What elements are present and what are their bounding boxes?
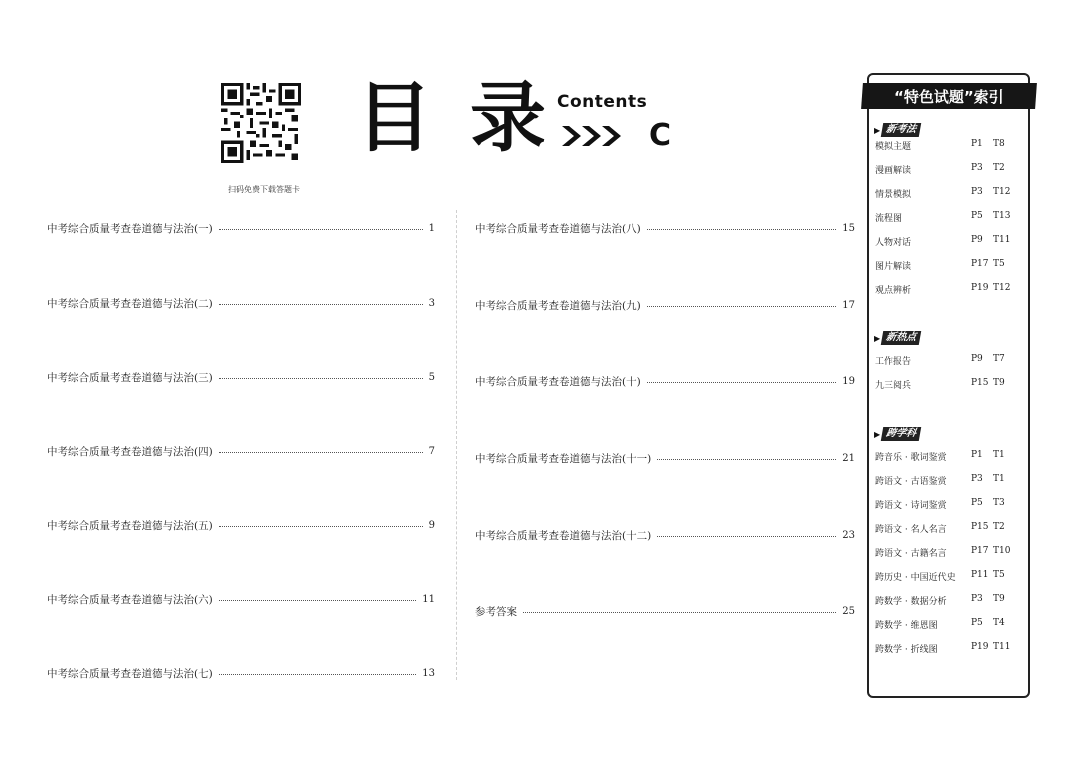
toc-page-number: 11	[422, 594, 435, 605]
toc-title: 中考综合质量考查卷道德与法治(八)	[475, 223, 641, 235]
toc-leader	[219, 229, 423, 230]
toc-page-number: 23	[842, 530, 855, 541]
index-item-label: 人物对话	[875, 238, 912, 248]
index-item-page: P3	[971, 187, 983, 197]
index-item-label: 跨音乐 · 歌词鉴赏	[875, 453, 947, 463]
index-item[interactable]	[875, 235, 1025, 249]
index-item[interactable]	[875, 450, 1025, 464]
toc-leader	[219, 378, 423, 379]
index-item-label: 观点辨析	[875, 286, 912, 296]
index-item-question: T5	[993, 259, 1005, 269]
page-title-char-2: 录	[470, 73, 546, 162]
index-item-page: P17	[971, 546, 989, 556]
toc-row[interactable]	[475, 221, 855, 236]
toc-title: 中考综合质量考查卷道德与法治(五)	[47, 520, 213, 532]
index-item[interactable]	[875, 187, 1025, 201]
index-section-heading	[874, 331, 920, 345]
toc-title: 中考综合质量考查卷道德与法治(二)	[47, 298, 213, 310]
toc-row[interactable]	[475, 451, 855, 466]
toc-leader	[647, 229, 837, 230]
index-section-heading	[874, 427, 920, 441]
toc-leader	[219, 304, 423, 305]
index-item-question: T9	[993, 378, 1005, 388]
index-item-page: P5	[971, 498, 983, 508]
index-item-page: P3	[971, 163, 983, 173]
toc-row[interactable]	[475, 298, 855, 313]
index-item-question: T2	[993, 522, 1005, 532]
toc-leader	[219, 452, 423, 453]
index-item[interactable]	[875, 642, 1025, 656]
index-item-page: P19	[971, 283, 989, 293]
index-item-question: T13	[993, 211, 1011, 221]
index-item-page: P15	[971, 522, 989, 532]
toc-title: 中考综合质量考查卷道德与法治(一)	[47, 223, 213, 235]
index-item-page: P15	[971, 378, 989, 388]
index-item[interactable]	[875, 211, 1025, 225]
toc-leader	[647, 306, 837, 307]
toc-title: 中考综合质量考查卷道德与法治(十)	[475, 376, 641, 388]
toc-title: 中考综合质量考查卷道德与法治(十二)	[475, 530, 652, 542]
triangle-right-icon: ▶	[874, 333, 881, 343]
index-item[interactable]	[875, 163, 1025, 177]
index-item-question: T2	[993, 163, 1005, 173]
qr-code-image	[221, 82, 301, 164]
index-item-question: T1	[993, 450, 1005, 460]
toc-page-number: 9	[428, 520, 435, 531]
index-item[interactable]	[875, 522, 1025, 536]
index-item-page: P19	[971, 642, 989, 652]
toc-row[interactable]	[47, 221, 435, 236]
toc-leader	[219, 600, 417, 601]
index-section-tag: 新热点	[881, 331, 921, 345]
toc-page-number: 17	[842, 300, 855, 311]
qr-caption: 扫码免费下载答题卡	[228, 185, 300, 194]
index-item-page: P1	[971, 139, 983, 149]
index-section-tag: 新考法	[881, 123, 921, 137]
toc-row[interactable]	[47, 518, 435, 533]
index-item-page: P5	[971, 211, 983, 221]
toc-title: 中考综合质量考查卷道德与法治(三)	[47, 372, 213, 384]
index-item-page: P17	[971, 259, 989, 269]
index-item-question: T5	[993, 570, 1005, 580]
index-item-page: P9	[971, 354, 983, 364]
index-item-question: T4	[993, 618, 1005, 628]
index-item[interactable]	[875, 354, 1025, 368]
toc-row[interactable]	[47, 592, 435, 607]
index-item-page: P5	[971, 618, 983, 628]
toc-title: 中考综合质量考查卷道德与法治(十一)	[475, 453, 652, 465]
toc-page-number: 1	[428, 223, 435, 234]
toc-page-number: 5	[428, 372, 435, 383]
toc-title: 中考综合质量考查卷道德与法治(九)	[475, 300, 641, 312]
toc-title: 中考综合质量考查卷道德与法治(六)	[47, 594, 213, 606]
column-divider	[456, 210, 457, 680]
section-letter: C	[649, 118, 672, 153]
index-item-label: 跨语文 · 名人名言	[875, 525, 947, 535]
toc-row[interactable]	[47, 370, 435, 385]
index-panel-title-text: “特色试题”索引	[894, 87, 1004, 106]
index-item-question: T3	[993, 498, 1005, 508]
index-item[interactable]	[875, 570, 1025, 584]
toc-leader	[647, 382, 837, 383]
index-item[interactable]	[875, 259, 1025, 273]
index-item-label: 跨语文 · 诗词鉴赏	[875, 501, 947, 511]
index-item-question: T11	[993, 642, 1011, 652]
index-item-question: T10	[993, 546, 1011, 556]
index-item-question: T8	[993, 139, 1005, 149]
toc-page-number: 21	[842, 453, 855, 464]
index-item[interactable]	[875, 378, 1025, 392]
index-item-label: 漫画解读	[875, 166, 912, 176]
index-item-page: P1	[971, 450, 983, 460]
index-item[interactable]	[875, 283, 1025, 297]
index-item-page: P3	[971, 474, 983, 484]
index-item-label: 模拟主题	[875, 142, 912, 152]
toc-leader	[523, 612, 836, 613]
index-item-label: 图片解读	[875, 262, 912, 272]
index-item[interactable]	[875, 546, 1025, 560]
index-item-label: 九三阅兵	[875, 381, 912, 391]
toc-row[interactable]	[47, 666, 435, 681]
index-item-question: T7	[993, 354, 1005, 364]
index-item-label: 跨语文 · 古语鉴赏	[875, 477, 947, 487]
toc-title: 中考综合质量考查卷道德与法治(七)	[47, 668, 213, 680]
toc-row[interactable]	[475, 374, 855, 389]
toc-row[interactable]	[47, 444, 435, 459]
index-item-question: T12	[993, 187, 1011, 197]
index-item-label: 流程图	[875, 214, 903, 224]
index-item-question: T12	[993, 283, 1011, 293]
index-item-label: 情景模拟	[875, 190, 912, 200]
toc-leader	[657, 459, 836, 460]
toc-page-number: 3	[428, 298, 435, 309]
index-item-page: P3	[971, 594, 983, 604]
toc-row[interactable]	[475, 528, 855, 543]
index-item[interactable]	[875, 498, 1025, 512]
toc-page-number: 15	[842, 223, 855, 234]
index-item[interactable]	[875, 139, 1025, 153]
index-item[interactable]	[875, 474, 1025, 488]
page-title-char-1: 目	[356, 73, 432, 162]
index-section-heading	[874, 123, 920, 137]
index-item-question: T1	[993, 474, 1005, 484]
index-item[interactable]	[875, 618, 1025, 632]
toc-page-number: 25	[842, 606, 855, 617]
toc-title: 中考综合质量考查卷道德与法治(四)	[47, 446, 213, 458]
chevron-right-icon	[562, 122, 642, 150]
toc-leader	[657, 536, 836, 537]
toc-row[interactable]	[475, 604, 855, 619]
index-item-label: 跨数学 · 维恩图	[875, 621, 938, 631]
index-item-label: 工作报告	[875, 357, 912, 367]
index-item-page: P9	[971, 235, 983, 245]
toc-leader	[219, 526, 423, 527]
index-item-label: 跨语文 · 古籍名言	[875, 549, 947, 559]
toc-page-number: 19	[842, 376, 855, 387]
toc-leader	[219, 674, 417, 675]
index-item-label: 跨数学 · 数据分析	[875, 597, 947, 607]
contents-word: Contents	[557, 92, 648, 112]
triangle-right-icon: ▶	[874, 429, 881, 439]
toc-title: 参考答案	[475, 606, 517, 618]
index-item-label: 跨历史 · 中国近代史	[875, 573, 956, 583]
toc-page-number: 7	[428, 446, 435, 457]
index-item-label: 跨数学 · 折线图	[875, 645, 938, 655]
index-item-question: T11	[993, 235, 1011, 245]
index-section-tag: 跨学科	[881, 427, 921, 441]
toc-page-number: 13	[422, 668, 435, 679]
index-item[interactable]	[875, 594, 1025, 608]
index-item-question: T9	[993, 594, 1005, 604]
toc-row[interactable]	[47, 296, 435, 311]
index-panel-title	[861, 83, 1037, 109]
triangle-right-icon: ▶	[874, 125, 881, 135]
index-item-page: P11	[971, 570, 989, 580]
